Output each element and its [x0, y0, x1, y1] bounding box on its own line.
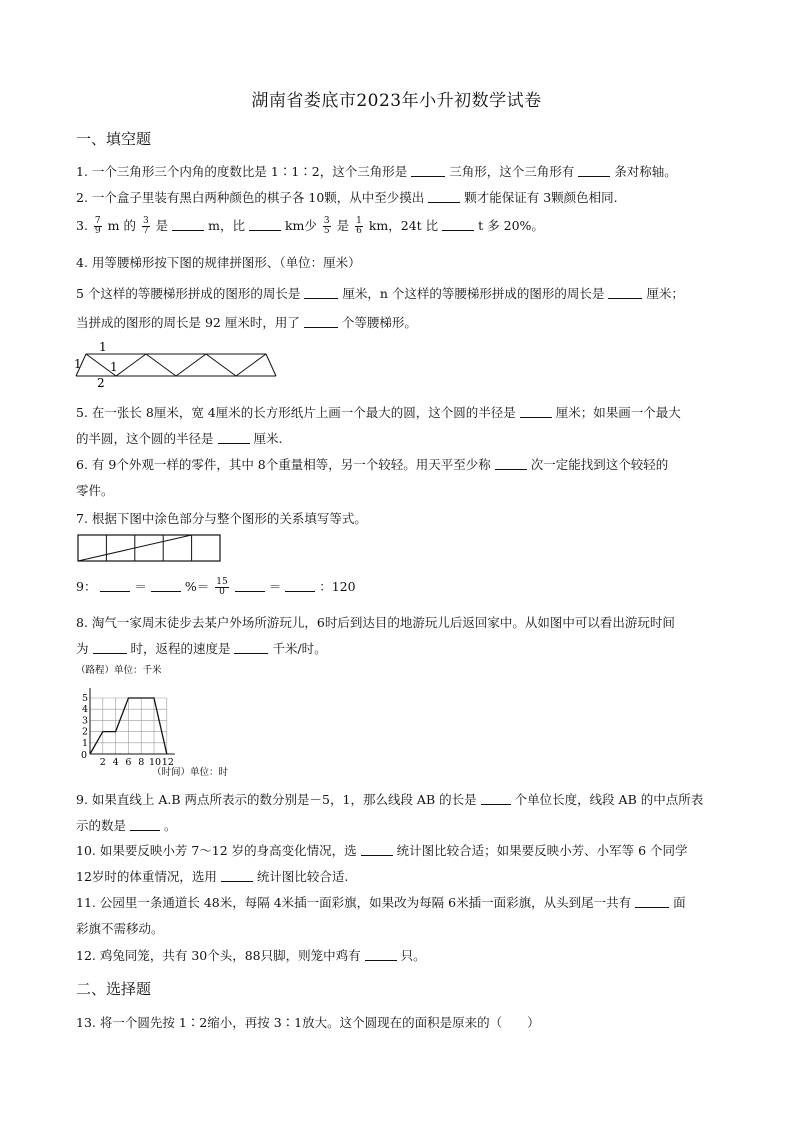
answer-blank[interactable]	[235, 579, 265, 592]
chart-x-tick-label: 12	[161, 757, 174, 768]
question-10-line-2: 12岁时的体重情况，选用 统计图比较合适.	[76, 869, 349, 884]
question-8-line-2: 为 时，返程的速度是 千米/时。	[76, 641, 327, 656]
answer-blank[interactable]	[442, 218, 474, 231]
chart-y-tick-label: 5	[82, 693, 89, 704]
question-1: 1. 一个三角形三个内角的度数比是 1∶1∶2，这个三角形是 三角形，这个三角形有 条对称轴。	[76, 164, 677, 179]
chart-y-tick-label: 1	[82, 737, 89, 749]
answer-blank[interactable]	[151, 579, 181, 592]
chart-origin-label: 0	[81, 750, 88, 761]
answer-blank[interactable]	[578, 164, 610, 177]
figure-label-top: 1	[99, 340, 107, 354]
answer-blank[interactable]	[218, 431, 250, 444]
answer-blank[interactable]	[100, 579, 130, 592]
figure-label-middle: 1	[110, 360, 118, 374]
question-8: 8. 淘气一家周末徒步去某户外场所游玩儿，6时后到达目的地游玩儿后返回家中。从如图中可以看出游玩时间	[76, 615, 675, 630]
question-6-line-2: 零件。	[76, 483, 114, 498]
answer-blank[interactable]	[234, 641, 268, 654]
answer-blank[interactable]	[365, 948, 397, 961]
chart-x-tick-label: 6	[125, 757, 132, 768]
chart-x-tick-label: 4	[112, 757, 119, 768]
question-12: 12. 鸡兔同笼，共有 30个头，88只脚，则笼中鸡有 只。	[76, 948, 426, 963]
chart-y-tick-label: 3	[82, 715, 89, 727]
chart-x-tick-label: 10	[149, 757, 162, 768]
question-9: 9. 如果直线上 A.B 两点所表示的数分别是－5，1，那么线段 AB 的长是 个单位长度，线段 AB 的中点所表	[76, 792, 704, 807]
chart-x-tick-label: 2	[99, 757, 106, 768]
answer-blank[interactable]	[495, 457, 527, 470]
fraction: $\frac{15}{0}$	[216, 577, 228, 597]
answer-blank[interactable]	[221, 869, 253, 882]
answer-blank[interactable]	[304, 286, 338, 299]
chart-x-tick-label: 8	[138, 757, 145, 768]
answer-blank[interactable]	[608, 286, 642, 299]
answer-blank[interactable]	[130, 818, 160, 831]
question-5-line-2: 的半圆，这个圆的半径是 厘米.	[76, 431, 283, 446]
fraction: $\frac{3}{5}$	[323, 216, 330, 236]
question-5: 5. 在一张长 8厘米，宽 4厘米的长方形纸片上画一个最大的圆，这个圆的半径是 厘米；如果画一个最大	[76, 405, 681, 420]
answer-blank[interactable]	[249, 218, 281, 231]
section-fill-in-blank: 一、填空题	[76, 130, 152, 148]
fraction: $\frac{7}{9}$	[94, 216, 101, 236]
answer-blank[interactable]	[93, 641, 127, 654]
section-multiple-choice: 二、选择题	[76, 980, 152, 998]
question-11-line-2: 彩旗不需移动。	[76, 921, 164, 936]
question-13: 13. 将一个圆先按 1∶2缩小，再按 3∶1放大。这个圆现在的面积是原来的（ ）	[76, 1015, 540, 1030]
exam-title: 湖南省娄底市2023年小升初数学试卷	[251, 91, 542, 111]
fraction: $\frac{3}{7}$	[142, 216, 149, 236]
question-6: 6. 有 9个外观一样的零件，其中 8个重量相等，另一个较轻。用天平至少称 次一定能找到这个较轻的	[76, 457, 669, 472]
chart-y-tick-label: 4	[82, 704, 89, 716]
question-4: 4. 用等腰梯形按下图的规律拼图形、（单位：厘米）	[76, 255, 361, 270]
question-4-line-2: 5 个这样的等腰梯形拼成的图形的周长是 厘米，n 个这样的等腰梯形拼成的图形的周长是 厘米；	[76, 286, 684, 301]
figure-label-left: 1	[74, 357, 82, 371]
figure-label-bottom: 2	[97, 376, 105, 388]
distance-time-chart	[76, 662, 256, 778]
chart-x-axis-label: （时间）单位：时	[152, 767, 229, 778]
question-4-line-3: 当拼成的图形的周长是 92 厘米时，用了 个等腰梯形。	[76, 315, 417, 330]
answer-blank[interactable]	[304, 315, 338, 328]
answer-blank[interactable]	[285, 579, 315, 592]
answer-blank[interactable]	[481, 792, 511, 805]
answer-blank[interactable]	[520, 405, 552, 418]
question-3: 3. $\frac{7}{9}$ m 的 $\frac{3}{7}$ 是 m，比 km少 $\frac{3}{5}$ 是 $\frac{1}{6}$ km，24t 比 t 多 20%。	[76, 216, 544, 236]
answer-blank[interactable]	[361, 843, 393, 856]
question-9-line-2: 示的数是 。	[76, 818, 177, 833]
answer-blank[interactable]	[428, 190, 460, 203]
fraction: $\frac{1}{6}$	[356, 216, 362, 236]
chart-y-tick-label: 2	[82, 726, 89, 738]
question-7: 7. 根据下图中涂色部分与整个图形的关系填写等式。	[76, 511, 367, 526]
answer-blank[interactable]	[411, 164, 445, 177]
question-11: 11. 公园里一条通道长 48米，每隔 4米插一面彩旗，如果改为每隔 6米插一面彩旗，从头到尾一共有 面	[76, 895, 686, 910]
trapezoid-pattern-figure	[70, 340, 280, 388]
answer-blank[interactable]	[172, 218, 204, 231]
shaded-rectangle-figure	[77, 534, 223, 564]
chart-y-axis-label: （路程）单位：千米	[76, 665, 162, 676]
question-7-equation: 9： ＝ %＝ $\frac{15}{0}$ ＝ ：120	[76, 577, 356, 597]
answer-blank[interactable]	[635, 895, 669, 908]
question-10: 10. 如果要反映小芳 7～12 岁的身高变化情况，选 统计图比较合适；如果要反映小芳、小军等 6 个同学	[76, 843, 688, 858]
question-2: 2. 一个盒子里装有黑白两种颜色的棋子各 10颗，从中至少摸出 颗才能保证有 3颗颜色相同.	[76, 190, 618, 205]
